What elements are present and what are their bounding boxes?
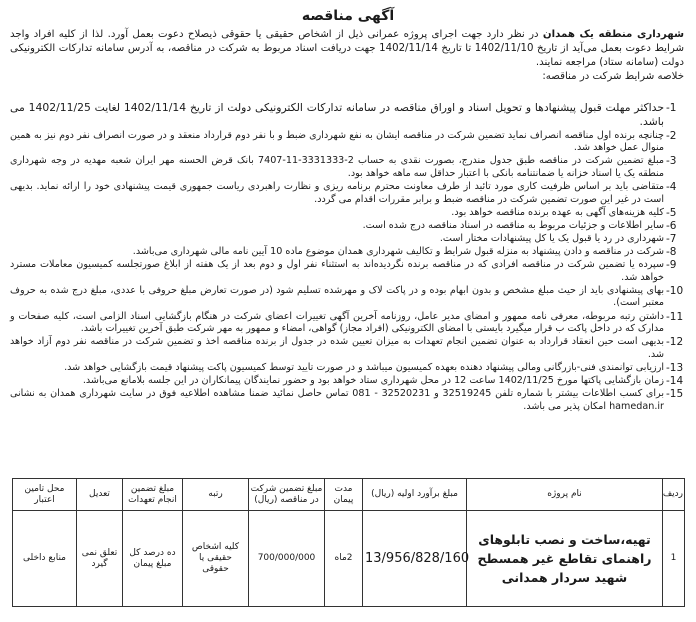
- conditions-summary-heading: خلاصه شرایط شرکت در مناقصه:: [542, 71, 684, 82]
- cell-duration: 2ماه: [325, 511, 363, 607]
- table-header-row: [13, 479, 685, 511]
- condition-item: [10, 375, 686, 388]
- header-grade: رتبه: [183, 479, 249, 511]
- cell-project-name: تهیه،ساخت و نصب تابلوهای راهنمای تقاطع غیر همسطح شهید سردار همدانی: [467, 511, 663, 607]
- intro-text: در نظر دارد جهت اجرای پروژه عمرانی ذیل از اشخاص حقیقی یا حقوقی ذیصلاح دعوت بعمل آورد. لذا از کلیه افراد واجد شرایط دعوت بعمل می‌آید از تاریخ 1402/11/10 تا تاریخ 1402/11/14 جهت دریافت اسناد مربوط به شرکت در مناقصه، به آدرس سامانه تدارکات الکترونیکی دولت (سامانه ستاد) مراجعه نمایند.: [10, 29, 685, 68]
- condition-text: داشتن رتبه مربوطه، معرفی نامه ممهور و امضای مدیر عامل، روزنامه آخرین آگهی تغییرات اعضای شرکت در هنگام بازگشایی اسناد الزامی است، کلیه صفحات و مدارک که در داخل پاکت ب قرار میگیرد بایستی با امضای الکترونیکی (افراد مجاز) گواهی، امضاء و ممهور به مهر شرکت طبق آخرین تغییرات باشد.: [10, 310, 664, 335]
- condition-text: شرکت در مناقصه و دادن پیشنهاد به منزله قبول شرایط و تکالیف شهرداری همدان موضوع ماده 10 آیین نامه مالی شهرداری می‌باشد.: [132, 246, 664, 258]
- header-project-name: نام پروژه: [467, 479, 663, 511]
- condition-text: بهای پیشنهادی باید از حیث مبلغ مشخص و بدون ابهام بوده و در پاکت لاک و مهرشده تسلیم شود (در صورت تعارض مبلغ حروفی با عددی، مبلغ درج شده به حروف معتبر است).: [10, 284, 664, 309]
- condition-text: سایر اطلاعات و جزئیات مربوط به مناقصه در اسناد مناقصه درج شده است.: [362, 219, 664, 231]
- condition-item: [10, 130, 686, 155]
- condition-text: شهرداری در رد یا قبول یک یا کل پیشنهادات مختار است.: [439, 232, 664, 244]
- condition-item: [10, 207, 686, 220]
- intro-lead: شهرداری منطقه یک همدان: [542, 29, 684, 40]
- cell-adjustment: تعلق نمی گیرد: [77, 511, 123, 607]
- condition-number: 14-: [666, 374, 684, 387]
- cell-estimate: 13/956/828/160: [363, 511, 467, 607]
- condition-number: 7-: [666, 232, 677, 245]
- condition-text: چنانچه برنده اول مناقصه انصراف نماید تضمین شرکت در مناقصه ایشان به نفع شهرداری ضبط و با نفر دوم قرارداد منعقد و در صورت انصراف نفر دوم نیز به همین منوال عمل خواهد شد.: [10, 129, 664, 154]
- condition-text: حداکثر مهلت قبول پیشنهادها و تحویل اسناد و اوراق مناقصه در سامانه تدارکات الکترونیکی دولت از تاریخ 1402/11/14 لغایت 1402/11/25 می باشد.: [10, 101, 665, 128]
- cell-guarantee: 700/000/000: [249, 511, 325, 607]
- header-funding-source: محل تامین اعتبار: [13, 479, 77, 511]
- condition-text: سپرده یا تضمین شرکت در مناقصه افرادی که در مناقصه برنده نگردیده‌اند به استثناء نفر اول و دوم بعد از یک هفته از ابلاغ صورتجلسه کمیسیون معاملات مسترد خواهد شد.: [10, 259, 664, 283]
- condition-text: زمان بازگشایی پاکتها مورخ 1402/11/25 ساعت 12 در محل شهرداری ستاد خواهد بود و حضور نمایندگان پیمانکاران در این جلسه بلامانع می‌باشد.: [82, 374, 664, 386]
- condition-text: کلیه هزینه‌های آگهی به عهده برنده مناقصه خواهد بود.: [451, 206, 664, 218]
- tender-table: [12, 478, 685, 607]
- condition-number: 6-: [666, 219, 677, 232]
- header-row-number: ردیف: [663, 479, 685, 511]
- condition-number: 2-: [666, 129, 677, 142]
- condition-text: برای کسب اطلاعات بیشتر با شماره تلفن 32519245 و 32520231 - 081 تماس حاصل نمائید ضمنا مشاهده اطلاعیه فوق در سایت شهرداری همدان به نشانی hamedan.ir امکان پذیر می باشد.: [10, 388, 665, 412]
- condition-item: [10, 246, 686, 259]
- conditions-list: [10, 102, 686, 414]
- condition-item: [10, 285, 686, 310]
- header-duration: مدت پیمان: [325, 479, 363, 511]
- intro-paragraph: [10, 28, 684, 84]
- condition-item: [10, 102, 686, 129]
- condition-number: 9-: [666, 259, 677, 272]
- condition-item: [10, 181, 686, 206]
- header-estimate: مبلغ برآورد اولیه (ریال): [363, 479, 467, 511]
- table-row: [13, 511, 685, 607]
- condition-number: 1-: [666, 102, 677, 114]
- header-guarantee: مبلغ تضمین شرکت در مناقصه (ریال): [249, 479, 325, 511]
- header-performance-guarantee: مبلغ تضمین انجام تعهدات: [123, 479, 183, 511]
- condition-text: بدیهی است حین انعقاد قرارداد به عنوان تضمین انجام تعهدات به میزان تعیین شده در جدول از برنده مناقصه اخذ و تضمین شرکت در مناقصه نفر دوم آزاد خواهد شد.: [10, 336, 664, 360]
- cell-funding-source: منابع داخلی: [13, 511, 77, 607]
- cell-row-number: 1: [663, 511, 685, 607]
- condition-item: [10, 388, 686, 413]
- condition-text: مبلغ تضمین شرکت در مناقصه طبق جدول مندرج، بصورت نقدی به حساب 2-3331333-11-7407 بانک قرض الحسنه مهر ایران شعبه مهدیه در وجه شهرداری منطقه یک یا اسناد خزانه یا ضمانتنامه بانکی با اعتبار حداقل سه ماهه خواهد بود.: [10, 155, 664, 179]
- condition-number: 5-: [666, 206, 677, 219]
- condition-text: ارزیابی توانمندی فنی-بازرگانی ومالی پیشنهاد دهنده بعهده کمیسیون میباشد و در صورت تایید توسط کمیسیون پاکت پیشنهاد قیمت بازگشایی خواهد شد.: [64, 361, 664, 373]
- header-adjustment: تعدیل: [77, 479, 123, 511]
- condition-number: 4-: [666, 181, 677, 194]
- condition-item: [10, 362, 686, 375]
- condition-number: 8-: [666, 246, 677, 259]
- condition-item: [10, 233, 686, 246]
- cell-performance-guarantee: ده درصد کل مبلغ پیمان: [123, 511, 183, 607]
- condition-number: 13-: [666, 361, 684, 374]
- condition-item: [10, 259, 686, 284]
- condition-item: [10, 311, 686, 336]
- condition-number: 12-: [666, 336, 684, 349]
- condition-number: 11-: [666, 310, 684, 323]
- condition-number: 15-: [666, 388, 684, 401]
- cell-grade: کلیه اشخاص حقیقی یا حقوقی: [183, 511, 249, 607]
- condition-item: [10, 336, 686, 361]
- condition-item: [10, 155, 686, 180]
- condition-item: [10, 220, 686, 233]
- condition-number: 3-: [666, 155, 677, 168]
- page-title: آگهی مناقصه: [301, 8, 395, 24]
- condition-text: متقاضی باید بر اساس ظرفیت کاری مورد تائید از طرف معاونت محترم برنامه ریزی و نظارت راهبردی ریاست جمهوری قیمت پیشنهادی خود را ارائه نماید. بدیهی است در غیر این صورت تضمین شرکت در مناقصه ضبط و برابر مقررات اقدام می گردد.: [10, 181, 664, 205]
- condition-number: 10-: [666, 284, 684, 297]
